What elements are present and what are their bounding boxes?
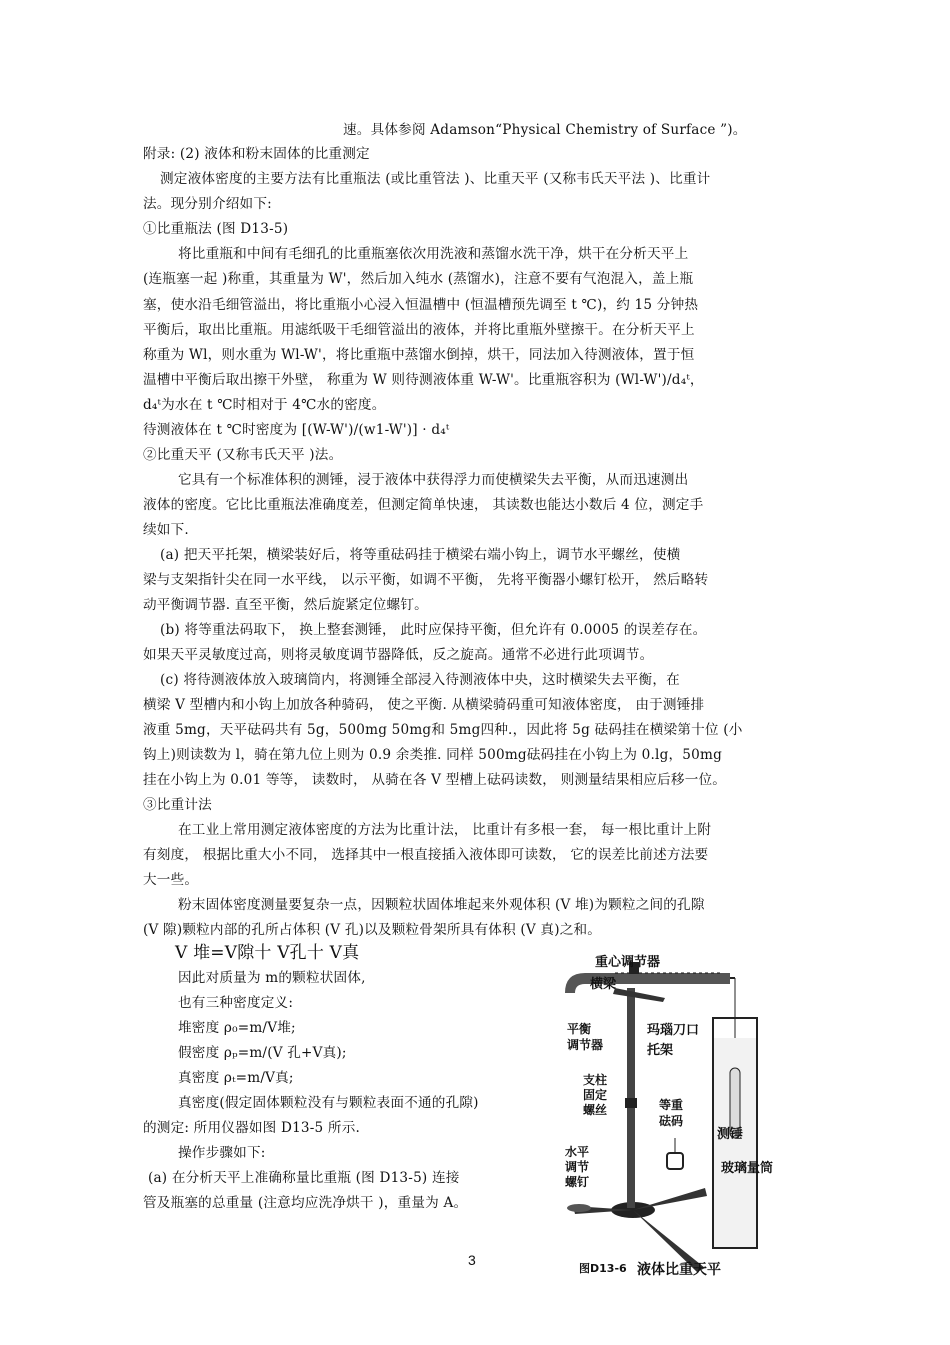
label-plummet: 测锤 bbox=[717, 1127, 744, 1142]
text-line: 法。现分别介绍如下: bbox=[143, 196, 272, 212]
text-line: 液重 5mg，天平砝码共有 5g，500mg 50mg和 5mg四种.，因此将 5g 砝码挂在横梁第十位 (小 bbox=[143, 722, 743, 738]
text-line: 平衡后，取出比重瓶。用滤纸吸干毛细管溢出的液体，并将比重瓶外壁擦干。在分析天平上 bbox=[143, 322, 695, 338]
text-line: 假密度 ρₚ=m/(V 孔+V真); bbox=[178, 1045, 347, 1061]
label-cylinder: 玻璃量筒 bbox=[721, 1161, 774, 1176]
text-line: 称重为 Wl，则水重为 Wl-W'，将比重瓶中蒸馏水倒掉，烘干，同法加入待测液体，置于恒 bbox=[143, 347, 695, 363]
text-line: (c) 将待测液体放入玻璃筒内，将测锤全部浸入待测液体中央，这时横梁失去平衡，在 bbox=[160, 672, 680, 688]
text-line: 待测液体在 t ℃时密度为 [(W-W')/(w1-W')] · d₄ᵗ bbox=[143, 422, 450, 438]
text-line: 管及瓶塞的总重量 (注意均应洗净烘干 )，重量为 A。 bbox=[143, 1195, 468, 1211]
text-line: 的测定: 所用仪器如图 D13-5 所示. bbox=[143, 1120, 361, 1136]
text-line: 钩上)则读数为 l，骑在第九位上则为 0.9 余类推. 同样 500mg砝码挂在小钩上为 0.lg，50mg bbox=[143, 747, 722, 763]
label-level-screw-2: 调节 bbox=[565, 1160, 590, 1174]
label-column-screw-1: 支柱 bbox=[583, 1073, 608, 1087]
label-agate-knife: 玛瑙刀口 bbox=[647, 1023, 700, 1038]
label-equal-weight-2: 砝码 bbox=[659, 1114, 684, 1128]
text-line: 将比重瓶和中间有毛细孔的比重瓶塞依次用洗液和蒸馏水洗干净，烘干在分析天平上 bbox=[178, 246, 689, 262]
text-line: d₄ᵗ为水在 t ℃时相对于 4℃水的密度。 bbox=[143, 397, 386, 413]
figure-caption-text: 液体比重天平 bbox=[637, 1262, 721, 1278]
text-line: (b) 将等重法码取下， 换上整套测锤， 此时应保持平衡，但允许有 0.0005 的误差存在。 bbox=[160, 622, 707, 638]
text-line: 也有三种密度定义: bbox=[178, 995, 294, 1011]
text-line: (连瓶塞一起 )称重，其重量为 W'，然后加入纯水 (蒸馏水)，注意不要有气泡混入，盖上瓶 bbox=[143, 271, 694, 287]
text-line: (V 隙)颗粒内部的孔所占体积 (V 孔)以及颗粒骨架所具有体积 (V 真)之和。 bbox=[143, 922, 602, 938]
label-center-adjuster: 重心调节器 bbox=[595, 955, 661, 970]
column-fix-screw bbox=[625, 1098, 637, 1108]
text-line: 塞，使水沿毛细管溢出，将比重瓶小心浸入恒温槽中 (恒温槽预先调至 t ℃)，约 15 分钟热 bbox=[143, 297, 699, 313]
label-balance-adjuster-2: 调节器 bbox=[567, 1038, 604, 1052]
page-number: 3 bbox=[468, 1252, 476, 1268]
text-line: 附录: (2) 液体和粉末固体的比重测定 bbox=[143, 146, 370, 162]
text-line: 液体的密度。它比比重瓶法准确度差，但测定简单快速， 其读数也能达小数后 4 位，测定手 bbox=[143, 497, 704, 513]
label-bracket: 托架 bbox=[647, 1043, 674, 1058]
text-line: 在工业上常用测定液体密度的方法为比重计法， 比重计有多根一套， 每一根比重计上附 bbox=[178, 822, 712, 838]
text-line: ①比重瓶法 (图 D13-5) bbox=[143, 221, 289, 237]
text-line: 堆密度 ρ₀=m/V堆; bbox=[178, 1020, 296, 1036]
text-line: 横梁 V 型槽内和小钩上加放各种骑码， 使之平衡. 从横梁骑码重可知液体密度， 由于测锤排 bbox=[143, 697, 705, 713]
text-line: 测定液体密度的主要方法有比重瓶法 (或比重管法 )、比重天平 (又称韦氏天平法 )、比重计 bbox=[160, 171, 711, 187]
text-line: 续如下. bbox=[143, 522, 189, 538]
text-line: 它具有一个标准体积的测锤，浸于液体中获得浮力而使横梁失去平衡，从而迅速测出 bbox=[178, 472, 689, 488]
label-level-screw-3: 螺钉 bbox=[565, 1175, 590, 1189]
figure-caption-number: 图D13-6 bbox=[579, 1262, 627, 1275]
text-line: ②比重天平 (又称韦氏天平 )法。 bbox=[143, 447, 343, 463]
text-line: V 堆=V隙十 V孔十 V真 bbox=[175, 943, 360, 963]
equal-weight bbox=[667, 1153, 683, 1169]
label-beam: 横梁 bbox=[590, 977, 617, 992]
label-equal-weight-1: 等重 bbox=[659, 1098, 684, 1112]
balance-figure bbox=[555, 948, 815, 1288]
text-line: 动平衡调节器. 直至平衡，然后旋紧定位螺钉。 bbox=[143, 597, 428, 613]
text-line: 梁与支架指针尖在同一水平线， 以示平衡，如调不平衡， 先将平衡器小螺钉松开， 然后略转 bbox=[143, 572, 709, 588]
text-line: 有刻度， 根据比重大小不同， 选择其中一根直接插入液体即可读数， 它的误差比前述方法要 bbox=[143, 847, 709, 863]
text-line: 粉末固体密度测量要复杂一点，因颗粒状固体堆起来外观体积 (V 堆)为颗粒之间的孔隙 bbox=[178, 897, 705, 913]
text-line: 因此对质量为 m的颗粒状固体, bbox=[178, 970, 366, 986]
text-line: (a) 把天平托架，横梁装好后，将等重砝码挂于横梁右端小钩上，调节水平螺丝，使横 bbox=[160, 547, 681, 563]
text-line: 挂在小钩上为 0.01 等等， 读数时， 从骑在各 V 型槽上砝码读数， 则测量结果相应后移一位。 bbox=[143, 772, 727, 788]
label-column-screw-2: 固定 bbox=[583, 1088, 608, 1102]
text-line: 大一些。 bbox=[143, 872, 199, 888]
level-screw bbox=[567, 1204, 591, 1212]
base-leg-right bbox=[633, 1188, 707, 1210]
text-line: (a) 在分析天平上准确称量比重瓶 (图 D13-5) 连接 bbox=[148, 1170, 460, 1186]
label-balance-adjuster-1: 平衡 bbox=[567, 1022, 592, 1036]
label-column-screw-3: 螺丝 bbox=[583, 1103, 608, 1117]
text-line: 真密度(假定固体颗粒没有与颗粒表面不通的孔隙) bbox=[178, 1095, 479, 1111]
text-line: ③比重计法 bbox=[143, 797, 212, 813]
text-line: 真密度 ρₜ=m/V真; bbox=[178, 1070, 294, 1086]
bracket bbox=[613, 988, 665, 1002]
text-line: 温槽中平衡后取出擦干外壁， 称重为 W 则待测液体重 W-W'。比重瓶容积为 (Wl-W')/d₄ᵗ， bbox=[143, 372, 704, 388]
balance-diagram bbox=[555, 948, 815, 1288]
text-line: 如果天平灵敏度过高，则将灵敏度调节器降低，反之旋高。通常不必进行此项调节。 bbox=[143, 647, 654, 663]
text-line: 速。具体参阅 Adamson“Physical Chemistry of Surface ”)。 bbox=[343, 122, 747, 138]
text-line: 操作步骤如下: bbox=[178, 1145, 266, 1161]
label-level-screw-1: 水平 bbox=[565, 1145, 590, 1159]
